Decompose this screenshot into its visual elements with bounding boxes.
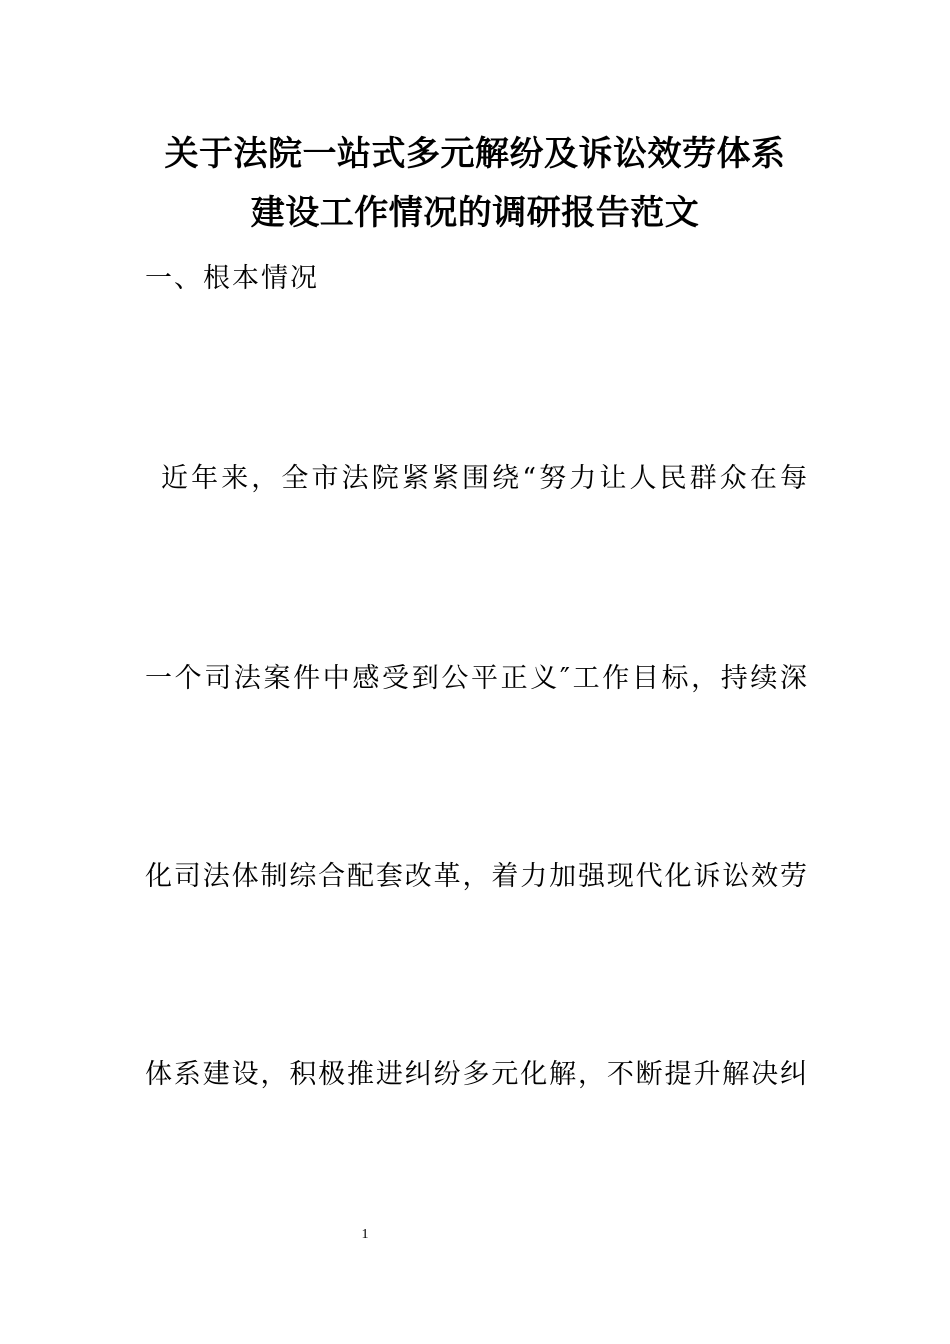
document-title-line-1: 关于法院一站式多元解纷及诉讼效劳体系 [164,134,786,174]
body-text-line: 一个司法案件中感受到公平正义″工作目标，持续深 [145,663,807,694]
body-text-line: 近年来，全市法院紧紧围绕“努力让人民群众在每 [161,463,807,494]
body-text-line: 体系建设，积极推进纠纷多元化解，不断提升解决纠 [145,1059,807,1090]
section-heading: 一、根本情况 [145,263,319,294]
body-text-line: 化司法体制综合配套改革，着力加强现代化诉讼效劳 [145,861,807,892]
page-number: 1 [361,1227,369,1242]
document-title-line-2: 建设工作情况的调研报告范文 [250,193,700,233]
